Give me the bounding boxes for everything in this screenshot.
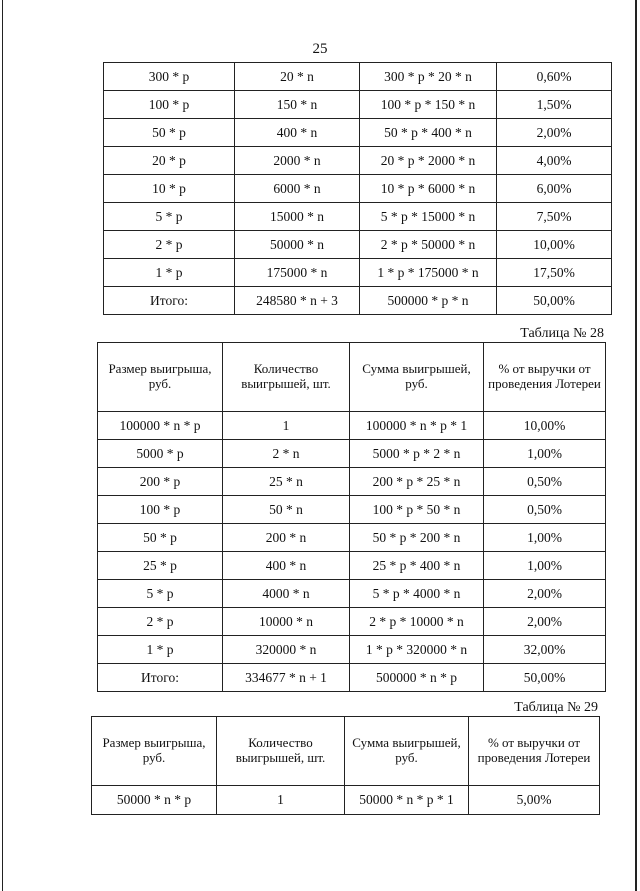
table-cell: 5 * р * 4000 * n — [350, 580, 484, 608]
table-cell: 1 — [223, 412, 350, 440]
table-cell: 50 * р * 200 * n — [350, 524, 484, 552]
prize-table-27-continued — [103, 62, 612, 315]
table-cell: 32,00% — [484, 636, 606, 664]
table-cell: 10,00% — [497, 231, 612, 259]
table-cell: 320000 * n — [223, 636, 350, 664]
table-cell: 15000 * n — [235, 203, 360, 231]
table-28-caption: Таблица № 28 — [520, 326, 604, 341]
column-header-prize-amount: Размер выигрыша, руб. — [92, 717, 217, 786]
table-cell: 1,50% — [497, 91, 612, 119]
table-row — [98, 524, 606, 552]
table-cell: 20 * р * 2000 * n — [360, 147, 497, 175]
table-row — [104, 147, 612, 175]
table-cell: 5000 * р * 2 * n — [350, 440, 484, 468]
table-cell: 6,00% — [497, 175, 612, 203]
table-total-row — [98, 664, 606, 692]
table-cell: 4,00% — [497, 147, 612, 175]
table-cell: 200 * р * 25 * n — [350, 468, 484, 496]
table-cell: 50 * р * 400 * n — [360, 119, 497, 147]
table-cell: 1,00% — [484, 552, 606, 580]
table-cell: 2,00% — [497, 119, 612, 147]
table-row — [98, 468, 606, 496]
prize-table-29 — [91, 716, 600, 815]
table-cell: 150 * n — [235, 91, 360, 119]
table-cell: 100 * р — [98, 496, 223, 524]
table-cell: 2 * р * 50000 * n — [360, 231, 497, 259]
table-cell: 25 * n — [223, 468, 350, 496]
column-header-revenue-percent: % от выручки от проведения Лотереи — [484, 343, 606, 412]
table-cell: 100 * р — [104, 91, 235, 119]
table-cell: 200 * n — [223, 524, 350, 552]
table-cell: 50 * р — [104, 119, 235, 147]
table-29-body — [92, 786, 600, 815]
table-27-body — [104, 63, 612, 315]
table-row — [98, 608, 606, 636]
scan-edge-left — [2, 0, 3, 891]
table-cell: 50 * n — [223, 496, 350, 524]
table-cell: 10000 * n — [223, 608, 350, 636]
table-cell: 1,00% — [484, 440, 606, 468]
table-cell: 2 * n — [223, 440, 350, 468]
table-cell: 25 * р * 400 * n — [350, 552, 484, 580]
table-cell: 300 * р * 20 * n — [360, 63, 497, 91]
table-cell: 50000 * n * р — [92, 786, 217, 815]
table-cell: 5000 * р — [98, 440, 223, 468]
table-cell: 2,00% — [484, 580, 606, 608]
table-cell: 10,00% — [484, 412, 606, 440]
table-cell: 2 * р — [98, 608, 223, 636]
column-header-revenue-percent: % от выручки от проведения Лотереи — [469, 717, 600, 786]
table-cell: 50,00% — [484, 664, 606, 692]
table-cell: Итого: — [98, 664, 223, 692]
table-cell: 50000 * n * р * 1 — [345, 786, 469, 815]
table-cell: 5 * р — [104, 203, 235, 231]
table-cell: 300 * р — [104, 63, 235, 91]
table-28-body — [98, 412, 606, 692]
table-cell: 50000 * n — [235, 231, 360, 259]
table-cell: Итого: — [104, 287, 235, 315]
table-cell: 334677 * n + 1 — [223, 664, 350, 692]
table-total-row — [104, 287, 612, 315]
table-cell: 20 * р — [104, 147, 235, 175]
table-cell: 20 * n — [235, 63, 360, 91]
table-row — [98, 496, 606, 524]
column-header-prize-amount: Размер выигрыша, руб. — [98, 343, 223, 412]
table-cell: 1,00% — [484, 524, 606, 552]
table-cell: 6000 * n — [235, 175, 360, 203]
table-row — [98, 636, 606, 664]
scan-edge-right — [635, 0, 637, 891]
table-row — [98, 412, 606, 440]
table-row — [98, 440, 606, 468]
table-cell: 0,60% — [497, 63, 612, 91]
table-row — [98, 552, 606, 580]
table-cell: 100 * р * 150 * n — [360, 91, 497, 119]
column-header-prize-count: Количество выигрышей, шт. — [223, 343, 350, 412]
table-cell: 0,50% — [484, 468, 606, 496]
table-cell: 400 * n — [223, 552, 350, 580]
table-cell: 400 * n — [235, 119, 360, 147]
table-row — [104, 203, 612, 231]
table-cell: 2000 * n — [235, 147, 360, 175]
table-cell: 100000 * n * р — [98, 412, 223, 440]
table-cell: 4000 * n — [223, 580, 350, 608]
table-cell: 7,50% — [497, 203, 612, 231]
table-cell: 1 — [217, 786, 345, 815]
table-cell: 5 * р * 15000 * n — [360, 203, 497, 231]
table-row — [104, 91, 612, 119]
table-cell: 10 * р * 6000 * n — [360, 175, 497, 203]
table-row — [104, 63, 612, 91]
column-header-prize-sum: Сумма выигрышей, руб. — [350, 343, 484, 412]
table-cell: 10 * р — [104, 175, 235, 203]
table-cell: 500000 * р * n — [360, 287, 497, 315]
table-cell: 2,00% — [484, 608, 606, 636]
table-cell: 25 * р — [98, 552, 223, 580]
table-29-header-row — [92, 717, 600, 786]
column-header-prize-sum: Сумма выигрышей, руб. — [345, 717, 469, 786]
table-cell: 1 * р * 175000 * n — [360, 259, 497, 287]
table-cell: 50 * р — [98, 524, 223, 552]
table-28-header-row — [98, 343, 606, 412]
table-cell: 1 * р * 320000 * n — [350, 636, 484, 664]
table-cell: 1 * р — [98, 636, 223, 664]
table-row — [104, 119, 612, 147]
table-cell: 17,50% — [497, 259, 612, 287]
table-row — [98, 580, 606, 608]
table-cell: 5 * р — [98, 580, 223, 608]
table-cell: 1 * р — [104, 259, 235, 287]
column-header-prize-count: Количество выигрышей, шт. — [217, 717, 345, 786]
table-cell: 5,00% — [469, 786, 600, 815]
table-cell: 100000 * n * р * 1 — [350, 412, 484, 440]
prize-table-28 — [97, 342, 606, 692]
table-cell: 0,50% — [484, 496, 606, 524]
table-cell: 50,00% — [497, 287, 612, 315]
table-cell: 100 * р * 50 * n — [350, 496, 484, 524]
table-cell: 175000 * n — [235, 259, 360, 287]
table-cell: 248580 * n + 3 — [235, 287, 360, 315]
page-number: 25 — [312, 41, 328, 57]
table-cell: 2 * р * 10000 * n — [350, 608, 484, 636]
table-row — [104, 259, 612, 287]
table-row — [104, 231, 612, 259]
table-row — [92, 786, 600, 815]
table-row — [104, 175, 612, 203]
table-29-caption: Таблица № 29 — [514, 700, 598, 715]
table-cell: 200 * р — [98, 468, 223, 496]
table-cell: 500000 * n * р — [350, 664, 484, 692]
table-cell: 2 * р — [104, 231, 235, 259]
